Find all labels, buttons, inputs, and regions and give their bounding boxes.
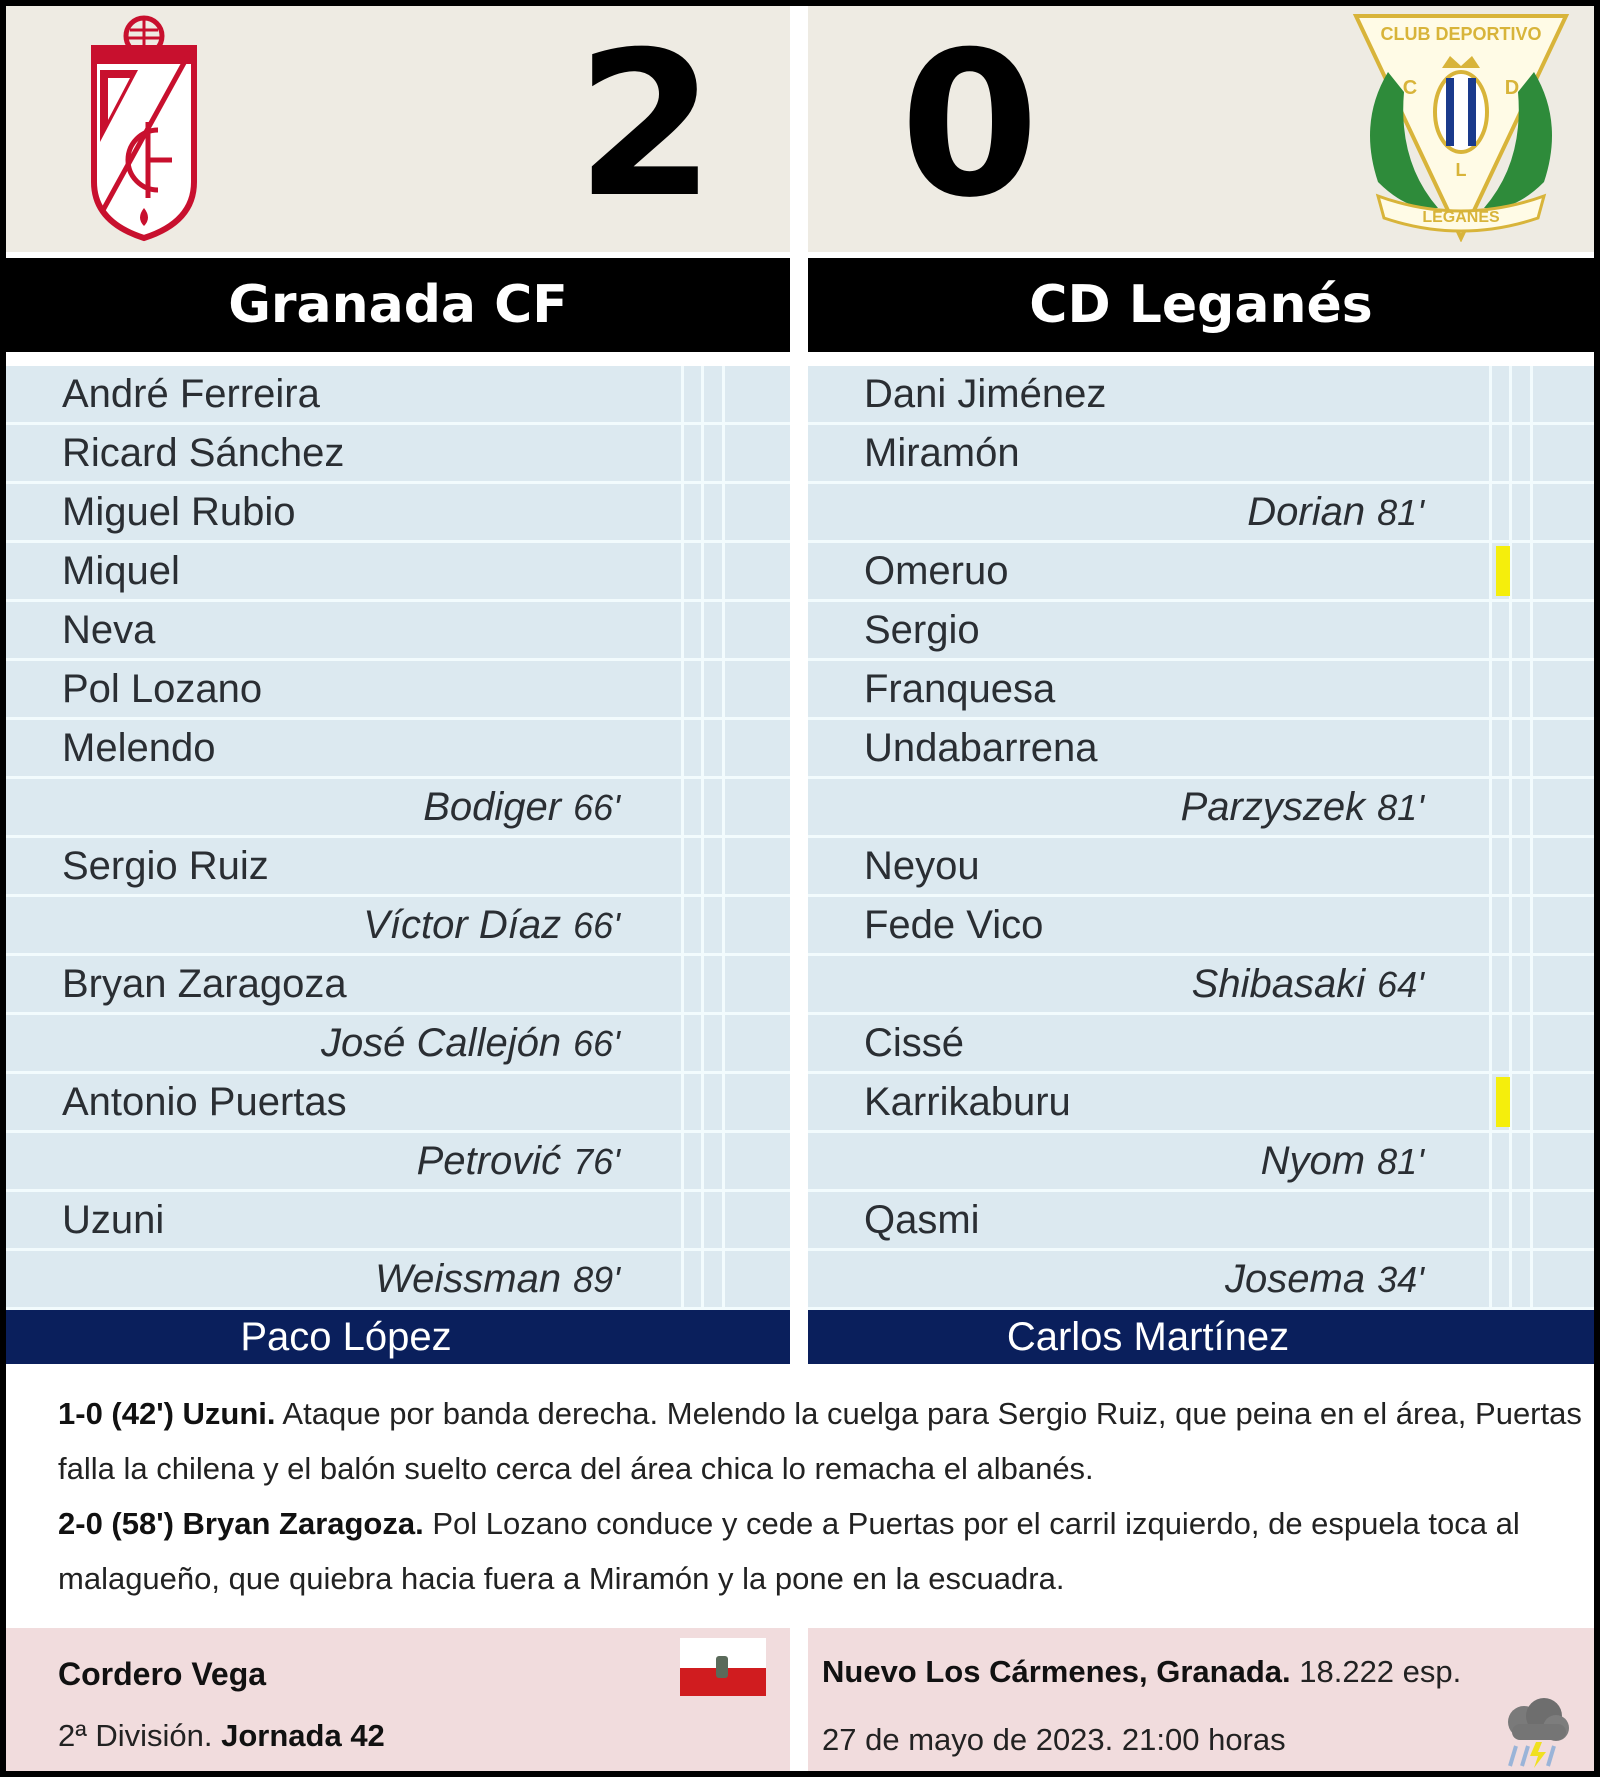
substitute-entry xyxy=(363,897,620,954)
player-row xyxy=(6,425,790,484)
player-row xyxy=(6,661,790,720)
substitute-row xyxy=(808,956,1594,1015)
player-name: Ricard Sánchez xyxy=(62,431,345,475)
substitute-name: Bodiger xyxy=(423,785,562,829)
away-score: 0 xyxy=(900,9,1040,242)
venue-info xyxy=(822,1654,1461,1690)
substitute-entry xyxy=(417,1133,620,1190)
away-score-panel xyxy=(808,6,1594,252)
player-row xyxy=(808,720,1594,779)
home-team-name: Granada CF xyxy=(6,258,790,352)
match-datetime: 27 de mayo de 2023. 21:00 horas xyxy=(822,1722,1286,1757)
home-score: 2 xyxy=(576,9,716,242)
substitute-row xyxy=(808,1251,1594,1310)
player-row xyxy=(808,602,1594,661)
substitute-entry xyxy=(1192,956,1424,1013)
substitute-name: Nyom xyxy=(1260,1139,1366,1183)
svg-text:LEGANES: LEGANES xyxy=(1422,209,1500,226)
storm-rain-icon xyxy=(1496,1696,1576,1768)
division-label: 2ª División. xyxy=(58,1718,213,1753)
player-name: Undabarrena xyxy=(864,726,1098,770)
player-name: Qasmi xyxy=(864,1198,980,1242)
player-name: Sergio xyxy=(864,608,980,652)
player-row xyxy=(6,543,790,602)
substitute-row xyxy=(6,1133,790,1192)
player-row xyxy=(808,897,1594,956)
player-name: Uzuni xyxy=(62,1198,165,1242)
substitution-minute: 89' xyxy=(573,1259,620,1300)
substitute-row xyxy=(808,1133,1594,1192)
referee-panel xyxy=(6,1628,790,1771)
substitution-minute: 64' xyxy=(1377,964,1424,1005)
player-name: Sergio Ruiz xyxy=(62,844,269,888)
player-name: Miguel Rubio xyxy=(62,490,296,534)
match-report-card xyxy=(6,6,1594,1771)
substitution-minute: 66' xyxy=(573,905,620,946)
substitution-minute: 81' xyxy=(1377,1141,1424,1182)
substitution-minute: 34' xyxy=(1377,1259,1424,1300)
substitute-row xyxy=(808,484,1594,543)
substitute-entry xyxy=(1261,1133,1424,1190)
goals-summary xyxy=(58,1386,1588,1606)
substitution-minute: 81' xyxy=(1377,787,1424,828)
substitute-name: Josema xyxy=(1225,1257,1366,1301)
substitute-row xyxy=(808,779,1594,838)
player-name: Dani Jiménez xyxy=(864,372,1107,416)
player-name: Miramón xyxy=(864,431,1020,475)
player-name: Antonio Puertas xyxy=(62,1080,347,1124)
substitute-name: Parzyszek xyxy=(1180,785,1366,829)
player-row xyxy=(6,838,790,897)
player-name: Fede Vico xyxy=(864,903,1044,947)
substitution-minute: 66' xyxy=(573,1023,620,1064)
goal-headline: 2-0 (58') Bryan Zaragoza. xyxy=(58,1506,424,1541)
substitute-row xyxy=(6,897,790,956)
player-name: Pol Lozano xyxy=(62,667,263,711)
substitution-minute: 66' xyxy=(573,787,620,828)
player-name: Cissé xyxy=(864,1021,965,1065)
player-row xyxy=(808,838,1594,897)
goal-entry xyxy=(58,1496,1588,1606)
away-lineup xyxy=(808,366,1594,1364)
yellow-card-icon xyxy=(1496,1077,1510,1127)
substitution-minute: 81' xyxy=(1377,492,1424,533)
coach-row xyxy=(6,1310,790,1364)
player-row xyxy=(808,1192,1594,1251)
svg-text:CLUB DEPORTIVO: CLUB DEPORTIVO xyxy=(1380,24,1542,44)
granada-cf-crest-icon xyxy=(90,12,198,242)
player-row xyxy=(808,1074,1594,1133)
venue-panel xyxy=(808,1628,1594,1771)
substitute-name: José Callejón xyxy=(320,1021,562,1065)
attendance: 18.222 esp. xyxy=(1299,1654,1462,1689)
yellow-card-icon xyxy=(1496,546,1510,596)
player-row xyxy=(808,425,1594,484)
coach-row xyxy=(808,1310,1594,1364)
player-row xyxy=(6,366,790,425)
player-name: Neyou xyxy=(864,844,980,888)
coach-name: Carlos Martínez xyxy=(1006,1315,1290,1359)
player-row xyxy=(6,602,790,661)
substitute-entry xyxy=(1225,1251,1424,1308)
goal-description: Ataque por banda derecha. Melendo la cuelga para Sergio Ruiz, que peina en el área, Puertas falla la chilena y el balón suelto cerca del área chica lo remacha el albanés. xyxy=(58,1396,1582,1486)
player-name: Miquel xyxy=(62,549,180,593)
substitute-entry xyxy=(423,779,620,836)
home-score-panel xyxy=(6,6,790,252)
player-row xyxy=(808,661,1594,720)
substitute-row xyxy=(6,779,790,838)
svg-text:D: D xyxy=(1504,77,1520,99)
svg-text:C: C xyxy=(1402,77,1418,99)
player-name: Bryan Zaragoza xyxy=(62,962,347,1006)
substitution-minute: 76' xyxy=(573,1141,620,1182)
substitute-entry xyxy=(1181,779,1424,836)
venue-name: Nuevo Los Cármenes, Granada. xyxy=(822,1654,1291,1689)
player-row xyxy=(808,543,1594,602)
player-row xyxy=(6,956,790,1015)
round-label: Jornada 42 xyxy=(221,1718,385,1753)
competition-info xyxy=(58,1718,385,1754)
substitute-name: Weissman xyxy=(375,1257,562,1301)
substitute-name: Petrović xyxy=(416,1139,562,1183)
player-row xyxy=(808,366,1594,425)
substitute-row xyxy=(6,1251,790,1310)
svg-text:L: L xyxy=(1455,160,1467,180)
goal-entry xyxy=(58,1386,1588,1496)
substitute-entry xyxy=(321,1015,620,1072)
referee-name: Cordero Vega xyxy=(58,1656,267,1692)
player-row xyxy=(808,1015,1594,1074)
substitute-row xyxy=(6,1015,790,1074)
cd-leganes-crest-icon xyxy=(1348,12,1574,242)
substitute-name: Shibasaki xyxy=(1191,962,1366,1006)
player-row xyxy=(6,1074,790,1133)
player-name: André Ferreira xyxy=(62,372,320,416)
player-row xyxy=(6,720,790,779)
goal-headline: 1-0 (42') Uzuni. xyxy=(58,1396,276,1431)
column-divider xyxy=(790,6,808,1368)
player-name: Franquesa xyxy=(864,667,1056,711)
player-name: Melendo xyxy=(62,726,216,770)
coach-name: Paco López xyxy=(240,1315,452,1359)
player-row xyxy=(6,484,790,543)
substitute-name: Dorian xyxy=(1247,490,1366,534)
cantabria-flag-icon xyxy=(680,1638,766,1698)
home-lineup xyxy=(6,366,790,1364)
substitute-name: Víctor Díaz xyxy=(363,903,562,947)
away-team-name: CD Leganés xyxy=(808,258,1594,352)
goal-description: Pol Lozano conduce y cede a Puertas por el carril izquierdo, de espuela toca al malagueño, que quiebra hacia fuera a Miramón y la pone en la escuadra. xyxy=(58,1506,1520,1596)
substitute-entry xyxy=(1247,484,1424,541)
player-row xyxy=(6,1192,790,1251)
player-name: Neva xyxy=(62,608,156,652)
player-name: Omeruo xyxy=(864,549,1009,593)
player-name: Karrikaburu xyxy=(864,1080,1071,1124)
substitute-entry xyxy=(375,1251,620,1308)
